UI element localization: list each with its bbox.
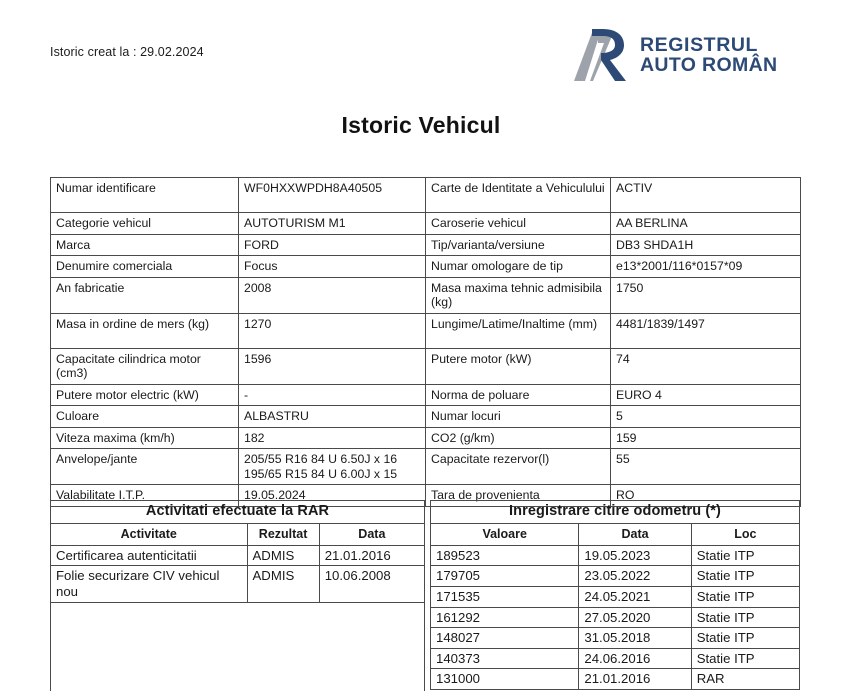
spec-right-value: ACTIV	[611, 178, 801, 213]
odometer-cell-loc: Statie ITP	[691, 587, 799, 608]
table-row	[431, 545, 800, 566]
odometer-cell-data: 21.01.2016	[579, 669, 691, 690]
spec-right-value: 55	[611, 449, 801, 485]
odometer-cell-data: 19.05.2023	[579, 545, 691, 566]
spec-row	[51, 313, 801, 348]
odometer-section-title-row	[431, 501, 800, 524]
vehicle-spec-table	[50, 177, 801, 507]
spec-row	[51, 427, 801, 449]
spec-left-label: Culoare	[51, 406, 239, 428]
rar-col-activitate: Activitate	[51, 524, 248, 546]
rar-activities-table	[50, 500, 425, 691]
spec-row	[51, 256, 801, 278]
spec-right-label: Numar omologare de tip	[426, 256, 611, 278]
table-row	[431, 628, 800, 649]
spec-right-label: Norma de poluare	[426, 384, 611, 406]
spec-right-value: EURO 4	[611, 384, 801, 406]
odometer-cell-valoare: 148027	[431, 628, 579, 649]
spec-left-value: ALBASTRU	[239, 406, 426, 428]
spec-right-value: e13*2001/116*0157*09	[611, 256, 801, 278]
odometer-cell-valoare: 179705	[431, 566, 579, 587]
table-row	[431, 587, 800, 608]
rar-cell-rezultat: ADMIS	[247, 545, 319, 566]
spec-left-label: Viteza maxima (km/h)	[51, 427, 239, 449]
odometer-col-valoare: Valoare	[431, 524, 579, 546]
spec-right-value: AA BERLINA	[611, 213, 801, 235]
spec-left-label: Marca	[51, 234, 239, 256]
spec-left-label: Valabilitate I.T.P.	[51, 485, 239, 507]
spec-right-label: Caroserie vehicul	[426, 213, 611, 235]
spec-left-label: Capacitate cilindrica motor (cm3)	[51, 348, 239, 384]
odometer-col-data: Data	[579, 524, 691, 546]
spec-left-value: FORD	[239, 234, 426, 256]
spec-left-label: Putere motor electric (kW)	[51, 384, 239, 406]
spec-right-label: CO2 (g/km)	[426, 427, 611, 449]
odometer-cell-valoare: 189523	[431, 545, 579, 566]
odometer-cell-loc: Statie ITP	[691, 566, 799, 587]
spec-row	[51, 213, 801, 235]
spec-left-label: Anvelope/jante	[51, 449, 239, 485]
rar-section-title: Activitati efectuate la RAR	[51, 501, 425, 524]
spec-left-value: 182	[239, 427, 426, 449]
rar-cell-data: 21.01.2016	[319, 545, 424, 566]
odometer-cell-loc: Statie ITP	[691, 628, 799, 649]
odometer-cell-data: 24.06.2016	[579, 648, 691, 669]
spec-left-value: 19.05.2024	[239, 485, 426, 507]
rar-monogram-icon	[568, 26, 634, 84]
table-row	[431, 669, 800, 690]
spec-right-label: Tip/varianta/versiune	[426, 234, 611, 256]
spec-right-label: Lungime/Latime/Inaltime (mm)	[426, 313, 611, 348]
rar-empty-space-row	[51, 602, 425, 691]
spec-right-value: 74	[611, 348, 801, 384]
spec-row	[51, 384, 801, 406]
spec-left-value: Focus	[239, 256, 426, 278]
rar-empty-space-cell	[51, 602, 425, 691]
rar-col-data: Data	[319, 524, 424, 546]
spec-right-label: Masa maxima tehnic admisibila (kg)	[426, 277, 611, 313]
odometer-section-title: Inregistrare citire odometru (*)	[431, 501, 800, 524]
odometer-cell-loc: Statie ITP	[691, 648, 799, 669]
spec-right-value: RO	[611, 485, 801, 507]
rar-section-title-row	[51, 501, 425, 524]
rar-cell-activitate: Folie securizare CIV vehicul nou	[51, 566, 248, 602]
spec-row	[51, 449, 801, 485]
spec-left-label: Masa in ordine de mers (kg)	[51, 313, 239, 348]
table-row	[431, 607, 800, 628]
vehicle-spec-body	[51, 178, 801, 507]
odometer-col-loc: Loc	[691, 524, 799, 546]
spec-left-label: Categorie vehicul	[51, 213, 239, 235]
spec-left-label: Denumire comerciala	[51, 256, 239, 278]
spec-left-value: WF0HXXWPDH8A40505	[239, 178, 426, 213]
page-title: Istoric Vehicul	[341, 112, 501, 138]
odometer-cell-data: 24.05.2021	[579, 587, 691, 608]
spec-row	[51, 348, 801, 384]
spec-right-value: DB3 SHDA1H	[611, 234, 801, 256]
spec-row	[51, 406, 801, 428]
spec-left-value: 205/55 R16 84 U 6.50J x 16 195/65 R15 84 U 6.00J x 15	[239, 449, 426, 485]
odometer-cell-loc: RAR	[691, 669, 799, 690]
odometer-head	[431, 501, 800, 546]
rar-logo	[568, 24, 808, 86]
odometer-column-header-row	[431, 524, 800, 546]
rar-cell-rezultat: ADMIS	[247, 566, 319, 602]
odometer-body	[431, 545, 800, 689]
spec-right-value: 159	[611, 427, 801, 449]
odometer-cell-valoare: 171535	[431, 587, 579, 608]
rar-cell-data: 10.06.2008	[319, 566, 424, 602]
history-created-date: Istoric creat la : 29.02.2024	[50, 45, 204, 59]
spec-right-label: Tara de provenienta	[426, 485, 611, 507]
spec-right-label: Carte de Identitate a Vehiculului	[426, 178, 611, 213]
spec-row	[51, 277, 801, 313]
spec-left-value: 1596	[239, 348, 426, 384]
spec-left-value: 1270	[239, 313, 426, 348]
table-row	[51, 566, 425, 602]
rar-activities-head	[51, 501, 425, 546]
spec-row	[51, 178, 801, 213]
spec-left-value: -	[239, 384, 426, 406]
rar-column-header-row	[51, 524, 425, 546]
odometer-cell-loc: Statie ITP	[691, 607, 799, 628]
rar-logo-line2: AUTO ROMÂN	[640, 54, 778, 76]
odometer-cell-loc: Statie ITP	[691, 545, 799, 566]
spec-left-label: Numar identificare	[51, 178, 239, 213]
rar-activities-body	[51, 545, 425, 690]
rar-col-rezultat: Rezultat	[247, 524, 319, 546]
rar-cell-activitate: Certificarea autenticitatii	[51, 545, 248, 566]
spec-right-label: Capacitate rezervor(l)	[426, 449, 611, 485]
spec-left-value: 2008	[239, 277, 426, 313]
table-row	[431, 648, 800, 669]
spec-right-label: Putere motor (kW)	[426, 348, 611, 384]
odometer-cell-data: 31.05.2018	[579, 628, 691, 649]
spec-left-label: An fabricatie	[51, 277, 239, 313]
spec-right-label: Numar locuri	[426, 406, 611, 428]
table-row	[51, 545, 425, 566]
odometer-cell-valoare: 140373	[431, 648, 579, 669]
odometer-cell-data: 27.05.2020	[579, 607, 691, 628]
spec-row	[51, 234, 801, 256]
spec-right-value: 5	[611, 406, 801, 428]
rar-logo-text	[640, 35, 777, 76]
odometer-cell-data: 23.05.2022	[579, 566, 691, 587]
table-row	[431, 566, 800, 587]
odometer-cell-valoare: 161292	[431, 607, 579, 628]
spec-left-value: AUTOTURISM M1	[239, 213, 426, 235]
odometer-cell-valoare: 131000	[431, 669, 579, 690]
odometer-readings-table	[430, 500, 800, 690]
spec-right-value: 1750	[611, 277, 801, 313]
spec-right-value: 4481/1839/1497	[611, 313, 801, 348]
rar-logo-line1: REGISTRUL	[640, 33, 759, 56]
